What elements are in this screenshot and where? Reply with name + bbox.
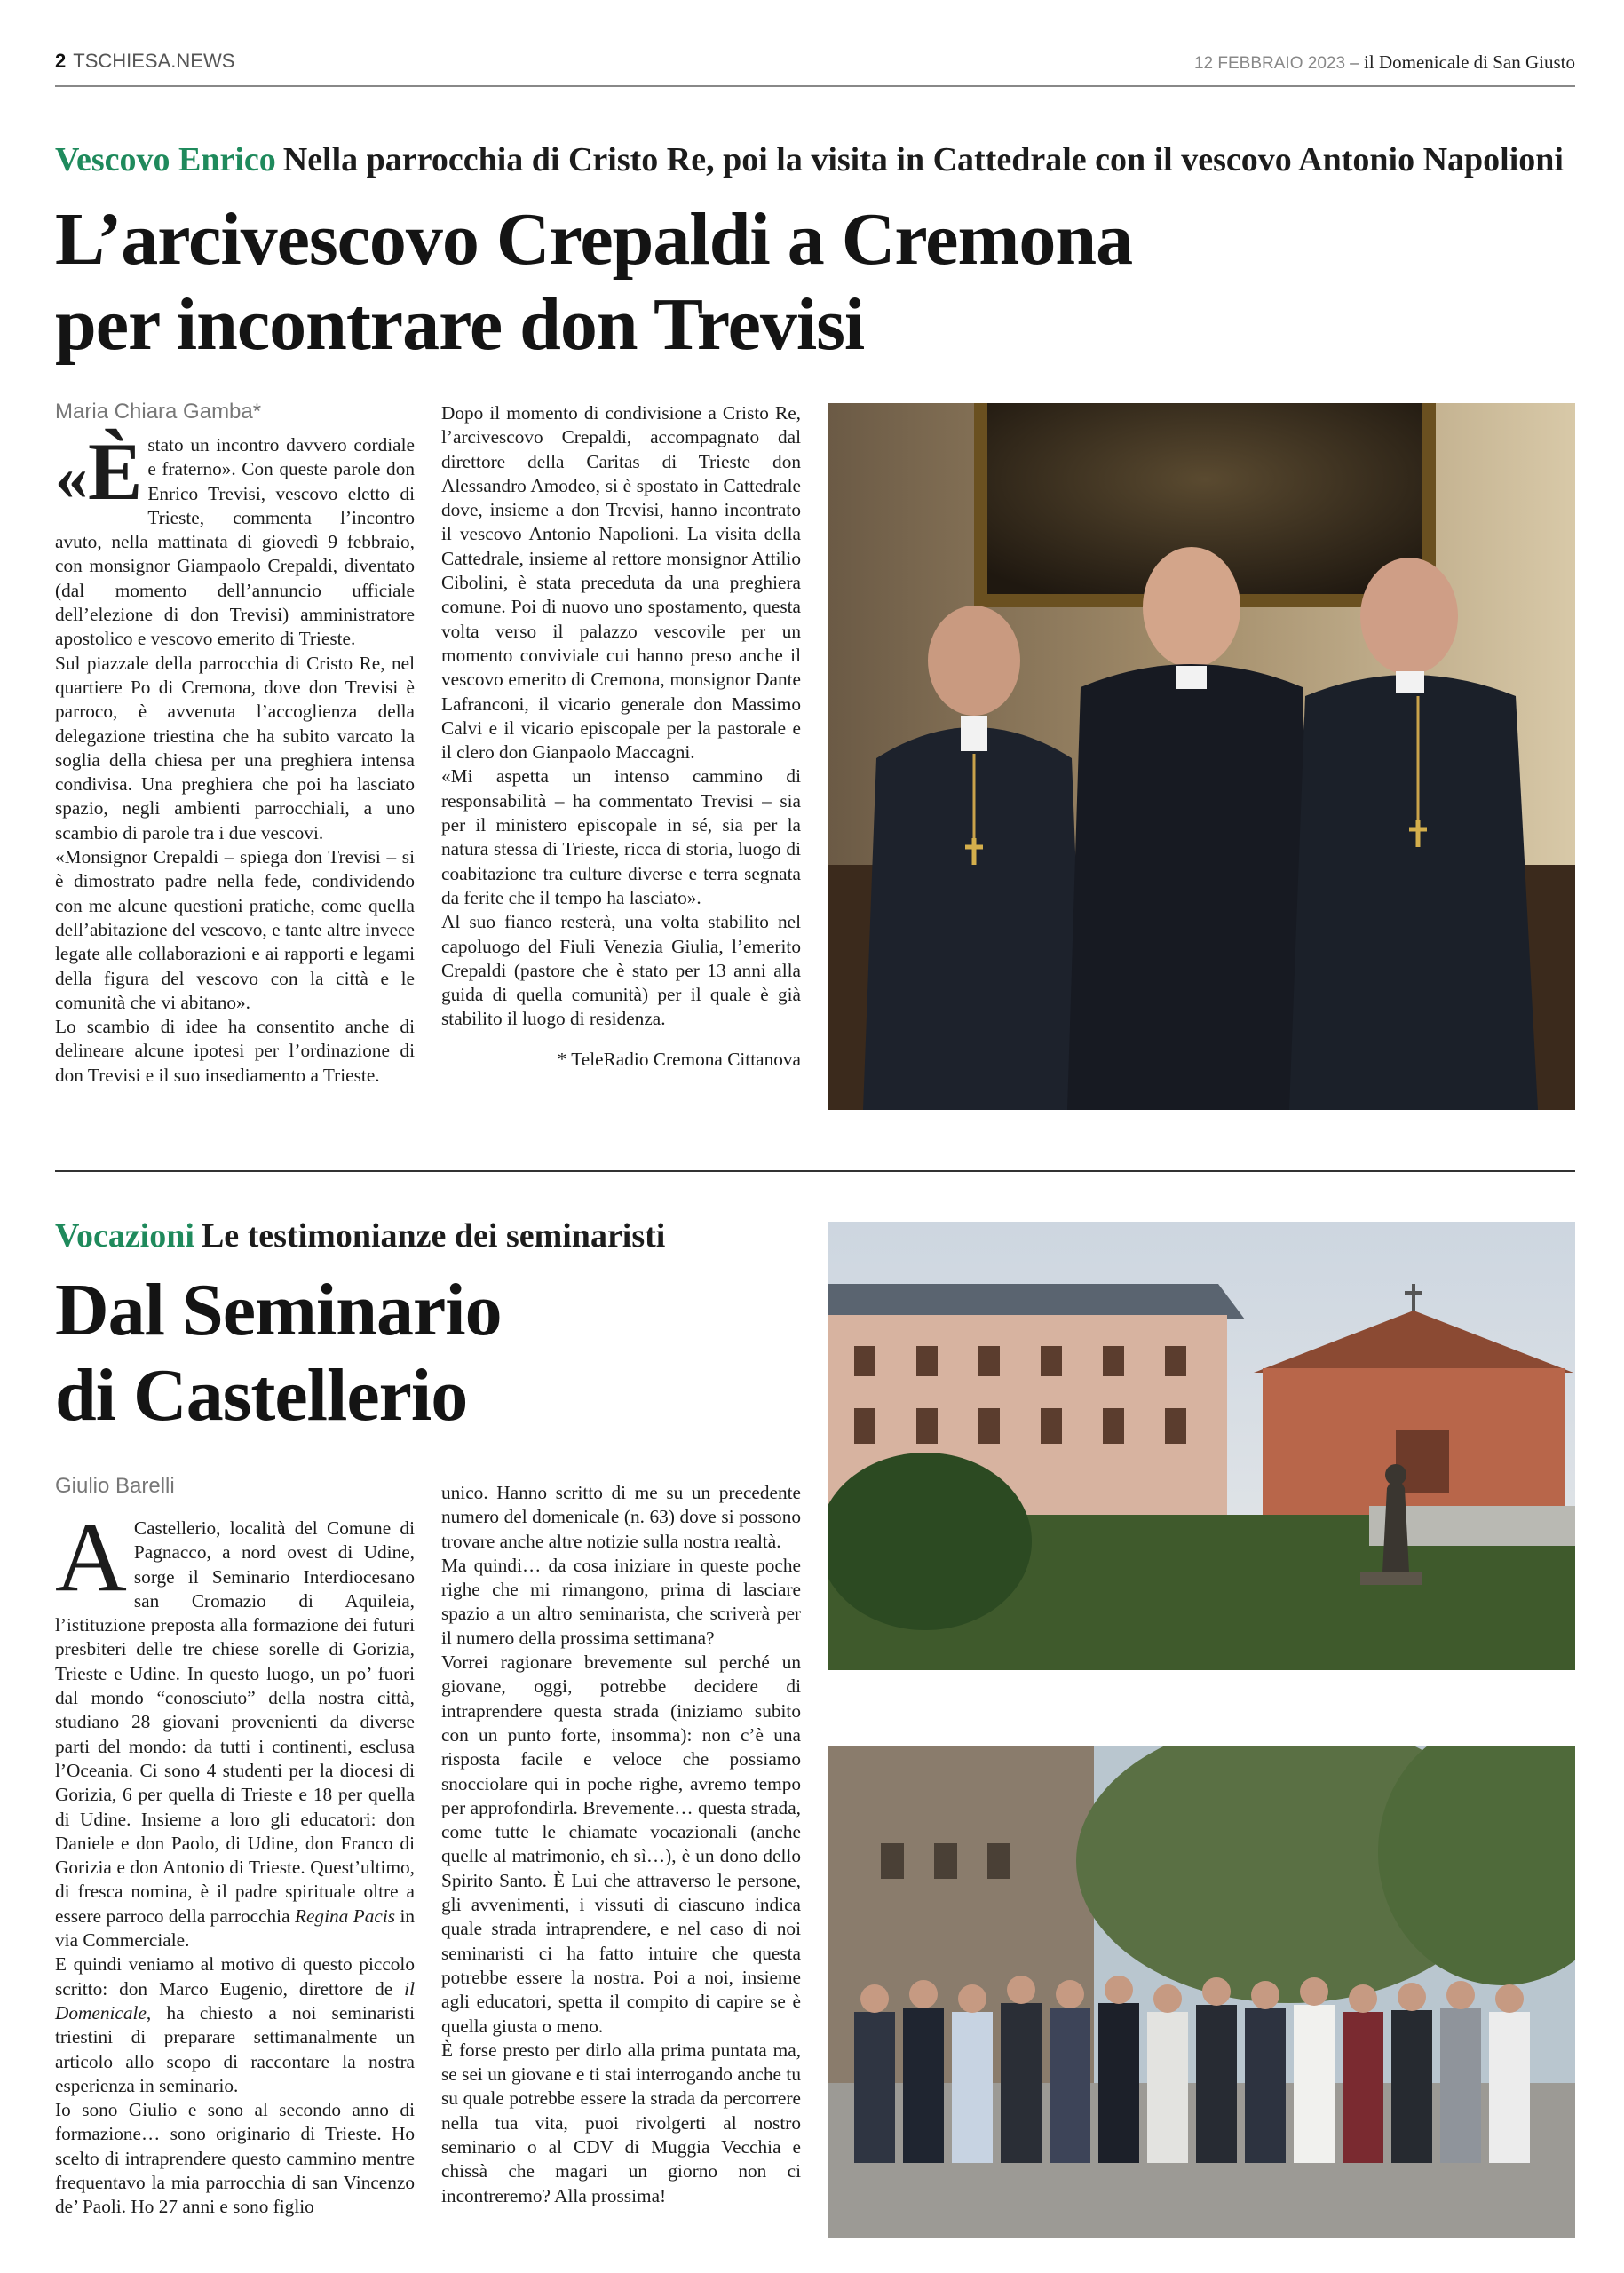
article2-paragraph: unico. Hanno scritto di me su un precedente numero del domenicale (n. 63) dove si possono trovare anche altre notizie sulla nostra realtà. — [441, 1482, 801, 1552]
article2-column-1 — [55, 1502, 416, 2220]
dropcap: «È — [55, 426, 143, 517]
article2-kicker — [55, 1216, 665, 1255]
article1-paragraph: Sul piazzale della parrocchia di Cristo Re, nel quartiere Po di Cremona, dove don Trevisi è parroco, è avvenuta l’accoglienza della delegazione triestina che ha subito varcato la soglia della chiesa per una preghiera intensa condivisa. Una preghiera che poi ha lasciato spazio, negli ambienti parrocchiali, a uno scambio di parole tra i due vescovi. — [55, 652, 415, 843]
article2-paragraph: Ma quindi… da cosa iniziare in queste poche righe che mi rimangono, prima di lasciare spazio a un altro seminarista, che scriverà per il numero della prossima settimana? — [441, 1554, 801, 1649]
article1-paragraph: Lo scambio di idee ha consentito anche di delineare alcune ipotesi per l’ordinazione di don Trevisi e il suo insediamento a Trieste. — [55, 1016, 415, 1086]
article2-headline — [55, 1268, 502, 1438]
photo-credit: * TeleRadio Cremona Cittanova — [557, 1048, 801, 1070]
article1-column-2 — [441, 401, 801, 1072]
article1-subtitle: Nella parrocchia di Cristo Re, poi la visita in Cattedrale con il vescovo Antonio Napolioni — [282, 141, 1564, 178]
issue-date: 12 FEBBRAIO 2023 — [1193, 54, 1346, 73]
article2-section: Vocazioni — [55, 1217, 194, 1255]
article2-headline-line2: di Castellerio — [55, 1354, 468, 1437]
dropcap: A — [55, 1502, 127, 1612]
article2-paragraph: È forse presto per dirlo alla prima puntata ma, se sei un giovane e ti stai interrogando anche tu su quale potrebbe essere la strada da percorrere nella tua vita, puoi rivolgerti al nostro seminario o al CDV di Muggia Vecchia e chissà che magari un giorno non ci incontreremo? Alla prossima! — [441, 2039, 801, 2206]
article1-paragraph: Dopo il momento di condivisione a Cristo Re, l’arcivescovo Crepaldi, accompagnato dal direttore della Caritas di Trieste don Alessandro Amodeo, si è spostato in Cattedrale dove, insieme a don Trevisi, hanno incontrato il vescovo Antonio Napolioni. La visita della Cattedrale, insieme al rettore monsignor Attilio Cibolini, è stata preceduta da una preghiera comune. Poi di nuovo uno spostamento, questa volta verso il palazzo vescovile per un momento conviviale cui hanno preso anche il vescovo emerito di Cremona, monsignor Dante Lafranconi, il vicario generale don Massimo Calvi e il vicario episcopale per la pastorale e il clero don Gianpaolo Maccagni. — [441, 402, 801, 764]
page-header — [55, 46, 1575, 87]
photo-seminarians-group — [828, 1746, 1575, 2238]
article1-paragraph: «È stato un incontro davvero cordiale e fraterno». Con queste parole don Enrico Trevisi, vescovo eletto di Trieste, commenta l’incontro avuto, nella mattinata di giovedì 9 febbraio, con monsignor Giampaolo Crepaldi, diventato (dal momento dell’annuncio ufficiale dell’elezione di don Trevisi) amministratore apostolico e vescovo emerito di Trieste. — [55, 426, 415, 650]
article1-paragraph: «Monsignor Crepaldi – spiega don Trevisi – si è dimostrato padre nella fede, condividendo con me alcune questioni pratiche, come quella dell’abitazione del vescovo, e tante altre invece legate alle collaborazioni e ai rapporti e legami della figura del vescovo con la città e le comunità che vi abitano». — [55, 846, 415, 1013]
header-right — [1194, 51, 1575, 74]
article1-author: Maria Chiara Gamba* — [55, 400, 262, 424]
article2-paragraph: A Castellerio, località del Comune di Pagnacco, a nord ovest di Udine, sorge il Seminario Interdiocesano san Cromazio di Aquileia, l’istituzione preposta alla formazione dei futuri presbiteri delle tre chiese sorelle di Gorizia, Trieste e Udine. In questo luogo, un po’ fuori dal mondo “conosciuto” della nostra città, studiano 28 giovani provenienti da diverse parti del mondo: da tutti i continenti, esclusa l’Oceania. Ci sono 4 studenti per la diocesi di Gorizia, 6 per quella di Trieste e 18 per quella di Udine. Insieme a loro gli educatori: don Daniele e don Paolo, di Udine, don Franco di Gorizia e don Antonio di Trieste. Quest’ultimo, di fresca nomina, è il padre spirituale oltre a essere parroco della parrocchia Regina Pacis in via Commerciale. — [55, 1502, 416, 1952]
article2-headline-line1: Dal Seminario — [55, 1269, 502, 1351]
article2-author: Giulio Barelli — [55, 1474, 175, 1498]
article1-kicker — [55, 140, 1564, 179]
article2-subtitle: Le testimonianze dei seminaristi — [201, 1217, 666, 1255]
article2-paragraph: E quindi veniamo al motivo di questo piccolo scritto: don Marco Eugenio, direttore de il Domenicale, ha chiesto a noi seminaristi triestini di preparare settimanalmente un articolo allo scopo di raccontare la nostra esperienza in seminario. — [55, 1953, 415, 2096]
article1-headline-line2: per incontrare don Trevisi — [55, 283, 865, 366]
article1-headline-line1: L’arcivescovo Crepaldi a Cremona — [55, 198, 1133, 281]
article1-headline — [55, 197, 1132, 368]
article1-paragraph: Al suo fianco resterà, una volta stabilito nel capoluogo del Fiuli Venezia Giulia, l’emerito Crepaldi (pastore che è stato per 13 anni alla guida di quella comunità) per il quale è già stabilito il luogo di residenza. — [441, 911, 801, 1030]
article1-paragraph: «Mi aspetta un intenso cammino di responsabilità – ha commentato Trevisi – sia per il ministero episcopale in sé, sia per la natura stessa di Trieste, ricca di storia, luogo di coabitazione tra culture diverse e terra segnata da ferite che il tempo ha lasciato». — [441, 765, 801, 908]
photo-seminary-building — [828, 1222, 1575, 1670]
site-name[interactable]: TSCHIESA.NEWS — [73, 50, 235, 72]
article1-section: Vescovo Enrico — [55, 141, 276, 178]
article2-paragraph: Io sono Giulio e sono al secondo anno di formazione… sono originario di Trieste. Ho scelto di intraprendere questo cammino mentre frequentavo la mia parrocchia di san Vincenzo de’ Paoli. Ho 27 anni e sono figlio — [55, 2099, 415, 2218]
article1-column-1 — [55, 426, 415, 1088]
header-left — [55, 50, 234, 73]
header-separator: – — [1350, 51, 1359, 73]
article2-paragraph: Vorrei ragionare brevemente sul perché un giovane, oggi, potrebbe decidere di intraprendere questa strada (iniziamo subito con un punto forte, insomma): non c’è una risposta facile e veloce che possiamo snocciolare qui in poche righe, avremo tempo per approfondirla. Brevemente… questa strada, come tutte le chiamate vocazionali (anche quelle al matrimonio, eh sì…), è un dono dello Spirito Santo. È Lui che attraverso le persone, gli avvenimenti, i vissuti di ciascuno indica quale strada intraprendere, e nel caso di noi seminaristi ci ha fatto intuire che questa potrebbe essere la nostra. Poi a noi, insieme agli educatori, spetta il compito di capire se è quella giusta o meno. — [441, 1651, 801, 2037]
page-number: 2 — [55, 50, 67, 72]
photo-bishops — [828, 403, 1575, 1110]
article2-column-2 — [441, 1481, 801, 2208]
paper-name: il Domenicale di San Giusto — [1364, 51, 1575, 73]
section-divider — [55, 1170, 1575, 1172]
